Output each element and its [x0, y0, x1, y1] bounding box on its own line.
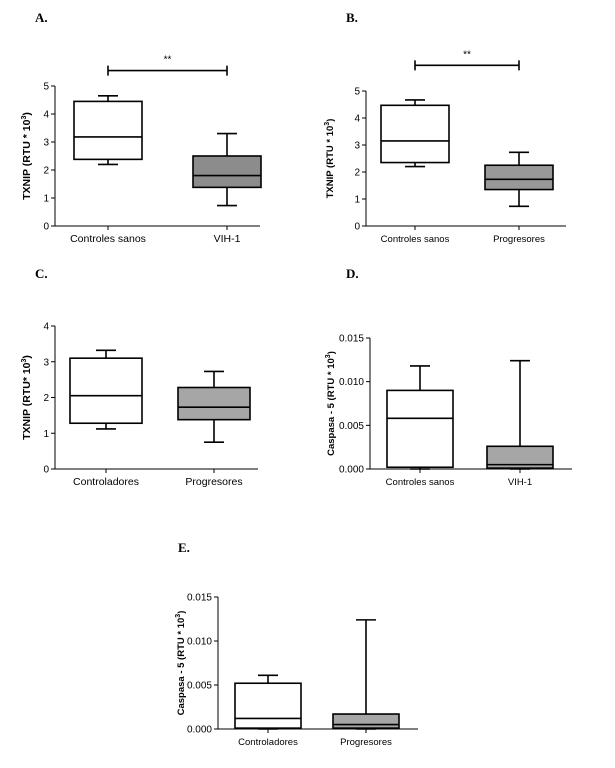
category-label: Controles sanos [385, 477, 455, 488]
y-tick-label: 0 [43, 464, 49, 476]
iqr-box [485, 165, 553, 189]
box-plot-1 [381, 100, 450, 245]
panel-letter: B. [346, 10, 358, 25]
y-tick-label: 2 [354, 167, 360, 179]
y-tick-label: 0.015 [186, 592, 212, 604]
y-tick-label: 4 [354, 113, 360, 125]
y-tick-label: 2 [43, 393, 49, 404]
significance-label: ** [163, 54, 172, 66]
category-label: Progresores [340, 737, 392, 748]
y-tick-label: 1 [43, 193, 49, 205]
category-label: Controladores [238, 737, 298, 748]
panel-letter: A. [35, 10, 48, 25]
y-tick-label: 2 [43, 165, 49, 177]
chart-panel-3 [21, 266, 258, 488]
box-plot-1 [235, 675, 301, 748]
y-tick-label: 0 [43, 221, 49, 233]
y-tick-label: 1 [43, 428, 49, 440]
box-plot-2 [333, 620, 399, 748]
iqr-box [74, 101, 142, 159]
y-axis-label: TXNIP $(RTU * 10^3)$ [21, 112, 33, 200]
box-plot-1 [70, 96, 146, 245]
y-tick-label: 3 [43, 137, 49, 149]
panel-letter: D. [346, 266, 359, 281]
y-tick-label: 0.000 [338, 464, 364, 476]
iqr-box [387, 390, 453, 467]
y-axis-label: Caspasa - 5 $(RTU * 10^3)$ [175, 610, 187, 716]
iqr-box [381, 105, 449, 162]
significance-label: ** [463, 49, 471, 61]
y-axis-label: Caspasa - 5 $(RTU * 10^3)$ [325, 351, 337, 456]
y-tick-label: 4 [43, 321, 49, 333]
panel-letter: C. [35, 266, 48, 281]
category-label: Controladores [73, 476, 139, 488]
y-tick-label: 3 [354, 140, 360, 152]
iqr-box [193, 156, 261, 187]
chart-panel-2 [324, 10, 566, 245]
chart-panel-4 [325, 266, 572, 488]
box-plot-1 [70, 350, 142, 488]
box-plot-2 [485, 152, 553, 245]
y-axis-label: TXNIP (RTU* $10^3$) [21, 355, 33, 440]
y-tick-label: 0.000 [186, 724, 212, 736]
category-label: VIH-1 [213, 233, 241, 245]
box-plot-2 [178, 371, 250, 488]
y-tick-label: 3 [43, 357, 49, 369]
y-tick-label: 1 [354, 194, 360, 206]
y-tick-label: 5 [354, 86, 360, 98]
y-axis-label: TXNIP $(RTU * 10^3)$ [324, 118, 336, 199]
box-plot-2 [193, 134, 261, 245]
y-tick-label: 0.005 [338, 420, 364, 432]
chart-panel-1 [21, 10, 261, 245]
y-tick-label: 0.015 [338, 333, 364, 345]
box-plot-1 [386, 366, 455, 488]
chart-panel-5 [175, 540, 418, 748]
y-tick-label: 5 [43, 81, 49, 93]
y-tick-label: 4 [43, 109, 49, 121]
category-label: Progresores [493, 234, 545, 245]
iqr-box [235, 683, 301, 728]
category-label: Progresores [185, 476, 243, 488]
panel-letter: E. [178, 540, 190, 555]
box-plot-2 [487, 361, 553, 488]
iqr-box [333, 714, 399, 728]
category-label: Controles sanos [380, 234, 450, 245]
y-tick-label: 0 [354, 221, 360, 233]
iqr-box [70, 358, 142, 423]
y-tick-label: 0.005 [186, 680, 212, 692]
y-tick-label: 0.010 [186, 636, 212, 648]
category-label: Controles sanos [70, 233, 146, 245]
iqr-box [178, 387, 250, 419]
y-tick-label: 0.010 [338, 377, 364, 389]
category-label: VIH-1 [507, 477, 533, 488]
